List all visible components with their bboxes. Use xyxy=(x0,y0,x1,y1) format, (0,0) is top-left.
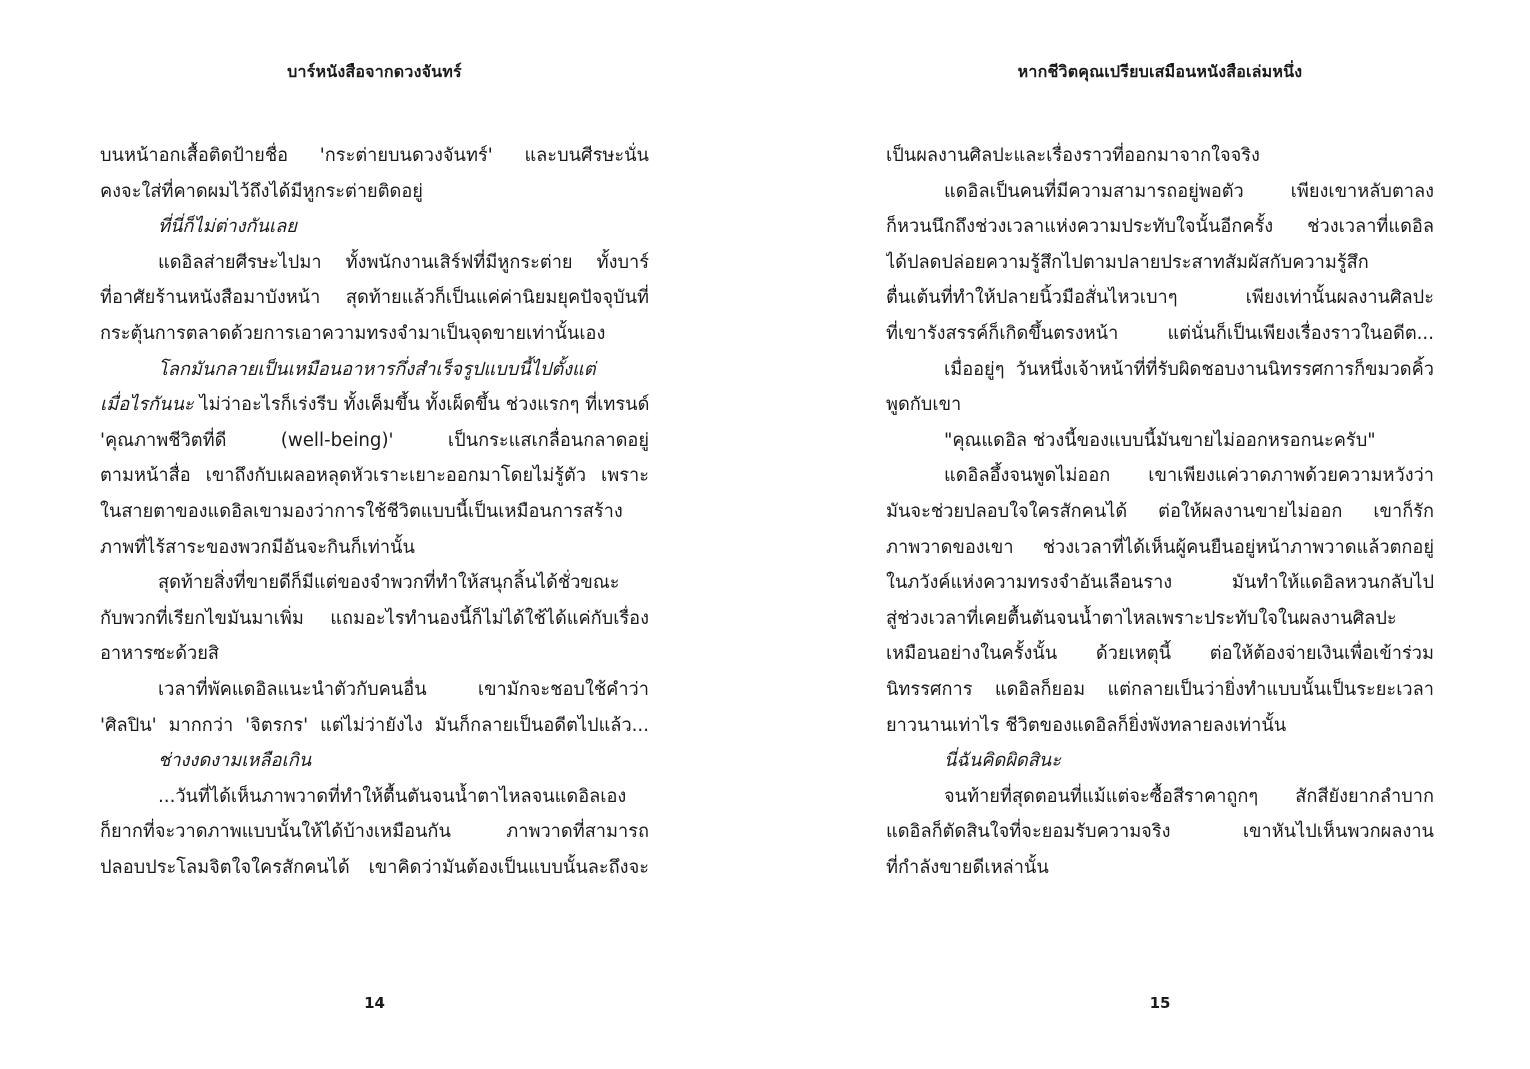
text-line: บนหน้าอกเสื้อติดป้ายชื่อ 'กระต่ายบนดวงจันทร์' และบนศีรษะนั่น xyxy=(100,145,649,166)
inner-thought-line: นี่ฉันคิดผิดสินะ xyxy=(944,750,1062,772)
page-number-right: 15 xyxy=(1149,994,1171,1012)
running-head-right: หากชีวิตคุณเปรียบเสมือนหนังสือเล่มหนึ่ง xyxy=(1017,62,1303,81)
text-line: แดอิลส่ายศีรษะไปมา ทั้งพนักงานเสิร์ฟที่มีหูกระต่าย ทั้งบาร์ xyxy=(158,251,649,273)
text-line: ที่กำลังขายดีเหล่านั้น xyxy=(886,856,1049,878)
text-line: อาหารซะด้วยสิ xyxy=(100,643,220,665)
text-line: เมื่ออยู่ๆ วันหนึ่งเจ้าหน้าที่ที่รับผิดชอบงานนิทรรศการก็ขมวดคิ้ว xyxy=(944,358,1434,380)
text-line: กับพวกที่เรียกไขมันมาเพิ่ม แถมอะไรทำนองนี้ก็ไม่ได้ใช้ได้แค่กับเรื่อง xyxy=(100,607,649,629)
text-line: พูดกับเขา xyxy=(886,394,962,416)
text-line: ในสายตาของแดอิลเขามองว่าการใช้ชีวิตแบบนี้เป็นเหมือนการสร้าง xyxy=(100,500,623,522)
text-line: กระตุ้นการตลาดด้วยการเอาความทรงจำมาเป็นจุดขายเท่านั้นเอง xyxy=(100,322,606,344)
dialogue-line: "คุณแดอิล ช่วงนี้ของแบบนี้มันขายไม่ออกหรอกนะครับ" xyxy=(944,429,1376,451)
text-line: คงจะใส่ที่คาดผมไว้ถึงได้มีหูกระต่ายติดอยู่ xyxy=(100,180,423,202)
text-line: สุดท้ายสิ่งที่ขายดีก็มีแต่ของจำพวกที่ทำให้สนุกลิ้นได้ชั่วขณะ xyxy=(158,572,620,594)
text-line: แดอิลก็ตัดสินใจที่จะยอมรับความจริง เขาหันไปเห็นพวกผลงาน xyxy=(886,821,1434,843)
right-page-body xyxy=(886,138,1434,885)
text-line: แดอิลเป็นคนที่มีความสามารถอยู่พอตัว เพียงเขาหลับตาลง xyxy=(944,180,1434,202)
text-line: เวลาที่พัคแดอิลแนะนำตัวกับคนอื่น เขามักจะชอบใช้คำว่า xyxy=(158,678,649,700)
left-page-body xyxy=(100,138,649,885)
text-line: เหมือนอย่างในครั้งนั้น ด้วยเหตุนี้ ต่อให้ต้องจ่ายเงินเพื่อเข้าร่วม xyxy=(886,643,1434,665)
text-line: ก็ยากที่จะวาดภาพแบบนั้นให้ได้บ้างเหมือนกัน ภาพวาดที่สามารถ xyxy=(100,821,649,843)
text-line xyxy=(100,387,649,423)
text-line: นิทรรศการ แดอิลก็ยอม แต่กลายเป็นว่ายิ่งทำแบบนั้นเป็นระยะเวลา xyxy=(886,678,1434,700)
text-line: สู่ช่วงเวลาที่เคยตื้นตันจนน้ำตาไหลเพราะประทับใจในผลงานศิลปะ xyxy=(886,607,1397,629)
text-line: มันจะช่วยปลอบใจใครสักคนได้ ต่อให้ผลงานขายไม่ออก เขาก็รัก xyxy=(886,500,1434,522)
text-line: ภาพที่ไร้สาระของพวกมีอันจะกินก็เท่านั้น xyxy=(100,536,415,558)
left-page xyxy=(100,0,649,1069)
text-line: ภาพวาดของเขา ช่วงเวลาที่ได้เห็นผู้คนยืนอยู่หน้าภาพวาดแล้วตกอยู่ xyxy=(886,536,1434,558)
text-fragment: ไม่ว่าอะไรก็เร่งรีบ ทั้งเค็มขึ้น ทั้งเผ็ดขึ้น ช่วงแรกๆ ที่เทรนด์ xyxy=(199,394,649,416)
page-number-left: 14 xyxy=(364,994,385,1012)
text-line: ...วันที่ได้เห็นภาพวาดที่ทำให้ตื้นตันจนน้ำตาไหลจนแดอิลเอง xyxy=(158,785,627,807)
inner-thought-fragment: เมื่อไรกันนะ xyxy=(100,394,194,416)
text-line: 'ศิลปิน' มากกว่า 'จิตรกร' แต่ไม่ว่ายังไง มันก็กลายเป็นอดีตไปแล้ว... xyxy=(100,714,649,736)
text-line: ก็หวนนึกถึงช่วงเวลาแห่งความประทับใจนั้นอีกครั้ง ช่วงเวลาที่แดอิล xyxy=(886,216,1434,238)
text-line: ในภวังค์แห่งความทรงจำอันเลือนราง มันทำให้แดอิลหวนกลับไป xyxy=(886,572,1434,594)
text-line: แดอิลอึ้งจนพูดไม่ออก เขาเพียงแค่วาดภาพด้วยความหวังว่า xyxy=(944,465,1434,487)
text-line: ที่อาศัยร้านหนังสือมาบังหน้า สุดท้ายแล้วก็เป็นแค่ค่านิยมยุคปัจจุบันที่ xyxy=(100,287,649,309)
right-page xyxy=(886,0,1434,1069)
text-line: เป็นผลงานศิลปะและเรื่องราวที่ออกมาจากใจจริง xyxy=(886,145,1260,166)
text-line: ได้ปลดปล่อยความรู้สึกไปตามปลายประสาทสัมผัสกับความรู้สึก xyxy=(886,251,1369,273)
inner-thought-line: ที่นี่ก็ไม่ต่างกันเลย xyxy=(158,216,297,238)
running-head-left: บาร์หนังสือจากดวงจันทร์ xyxy=(287,62,462,81)
text-line: ตามหน้าสื่อ เขาถึงกับเผลอหลุดหัวเราะเยาะออกมาโดยไม่รู้ตัว เพราะ xyxy=(100,465,649,487)
text-line: ปลอบประโลมจิตใจใครสักคนได้ เขาคิดว่ามันต้องเป็นแบบนั้นละถึงจะ xyxy=(100,856,649,878)
text-line: ยาวนานเท่าไร ชีวิตของแดอิลก็ยิ่งพังทลายลงเท่านั้น xyxy=(886,714,1287,736)
text-line: 'คุณภาพชีวิตที่ดี (well-being)' เป็นกระแสเกลื่อนกลาดอยู่ xyxy=(100,429,649,451)
inner-thought-line: ช่างงดงามเหลือเกิน xyxy=(158,750,312,772)
text-line: ตื่นเต้นที่ทำให้ปลายนิ้วมือสั่นไหวเบาๆ เพียงเท่านั้นผลงานศิลปะ xyxy=(886,287,1434,309)
inner-thought-line: โลกมันกลายเป็นเหมือนอาหารกึ่งสำเร็จรูปแบบนี้ไปตั้งแต่ xyxy=(158,358,596,380)
text-line: จนท้ายที่สุดตอนที่แม้แต่จะซื้อสีราคาถูกๆ สักสียังยากลำบาก xyxy=(944,785,1434,807)
text-line: ที่เขารังสรรค์ก็เกิดขึ้นตรงหน้า แต่นั่นก็เป็นเพียงเรื่องราวในอดีต... xyxy=(886,322,1434,344)
